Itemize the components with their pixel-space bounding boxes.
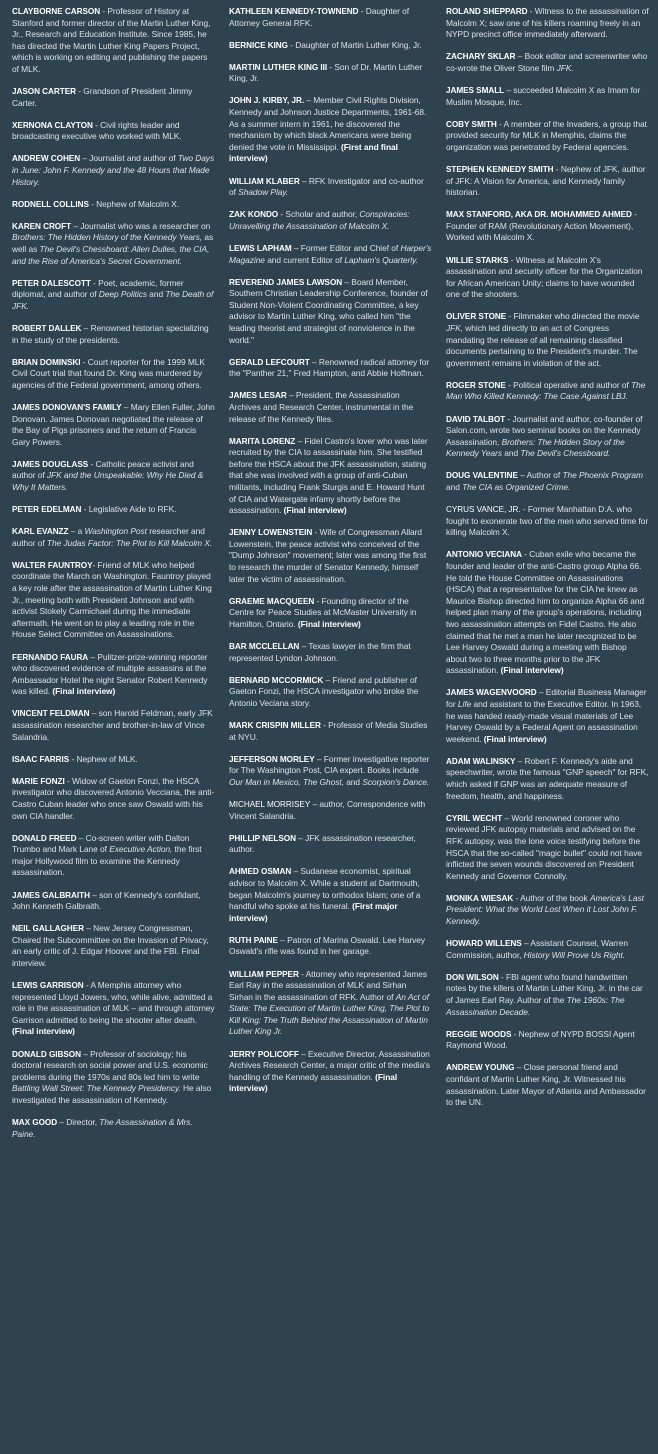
person-name: XERNONA CLAYTON: [12, 120, 93, 130]
person-name: JOHN J. KIRBY, JR.: [229, 96, 305, 106]
bio-text: – Texas lawyer in the firm that represented Lyndon Johnson.: [229, 641, 411, 663]
bio-text: – Robert F. Kennedy's aide and speechwriter, wrote the famous "GNP speech" for RFK, which asked if GNP was an adequate measure of freedom, health, and happiness.: [446, 755, 649, 801]
bio-text: - Widow of Gaeton Fonzi, the HSCA investigator who discovered Antonio Veccianа, the anti-Castro Cuban leader who once saw Oswald with his own CIA handler.: [12, 775, 215, 821]
bio-text: – Board Member, Southern Christian Leadership Conference, founder of Student Non-Violent Coordinating Committee, a key advisor to Martin Luther King, who called him "the leading theorist and strategist of nonviolence in the world.": [229, 276, 428, 345]
bio-text: – author, Correspondence with Vincent Salandria.: [229, 798, 426, 821]
bio-entry: [12, 754, 215, 766]
bio-text: – Co-screen writer with Dalton Trumbo and Mark Lane of: [12, 832, 190, 855]
bio-text: – New Jersey Congressman, Chaired the Subcommittee on the Invasion of Privacy, an early critic of J. Edgar Hoover and the FBI. Final interview.: [12, 923, 209, 968]
bio-text: – a: [68, 526, 85, 537]
work-title: The 1960s: The Assassination Decade.: [446, 994, 625, 1017]
bio-text: - Witness at Malcolm X's assassination and security officer for the Organization for African American Unity; claims to have wounded one of the shooters.: [446, 254, 643, 300]
interview-tag: (Final interview): [297, 618, 361, 629]
person-name: MONIKA WIESAK: [446, 893, 514, 903]
bio-entry: [12, 323, 215, 346]
bio-entry: [229, 799, 432, 822]
bio-entry: [12, 86, 215, 109]
work-title: Two Days in June: John F. Kennedy and the 48 Hours that Made History.: [12, 153, 215, 187]
bio-entry: [229, 833, 432, 856]
person-name: KARL EVANZZ: [12, 527, 69, 537]
bio-entry: [446, 119, 649, 154]
work-title: The Devil's Chessboard.: [520, 448, 611, 459]
bio-entry: [12, 923, 215, 969]
bio-text: the first major Hollywood film to examine the Kennedy assassination.: [12, 844, 202, 878]
bio-entry: [12, 1049, 215, 1107]
bio-text: - Founder of RAM (Revolutionary Action Movement), Worked with Malcolm X.: [446, 209, 637, 243]
person-name: JAMES SMALL: [446, 85, 505, 95]
bio-entry: [12, 278, 215, 313]
interview-tag: (Final interview): [283, 505, 347, 516]
person-name: GERALD LEFCOURT: [229, 357, 310, 367]
person-name: REVEREND JAMES LAWSON: [229, 277, 343, 287]
bio-entry: [229, 243, 432, 266]
person-name: MARTIN LUTHER KING III: [229, 62, 328, 72]
bio-entry: [446, 470, 649, 493]
person-name: BERNARD MCCORMICK: [229, 675, 324, 685]
bio-entry: [12, 120, 215, 143]
bio-entry: [446, 414, 649, 460]
bio-entry: [446, 255, 649, 301]
person-name: JAMES LESAR: [229, 391, 287, 401]
work-title: Harper's Magazine: [229, 242, 432, 265]
bio-text: – Sudanese economist, spiritual advisor to Malcolm X. While a student at Dartmouth, began Malcolm's journey to orthodox Islam; one of a handful who spoke at his funeral.: [229, 866, 421, 912]
person-name: JASON CARTER: [12, 87, 76, 97]
bio-text: - Grandson of President Jimmy Carter.: [12, 86, 193, 108]
bio-text: - Nephew of Malcolm X.: [88, 198, 179, 209]
interview-tag: (Final interview): [483, 733, 547, 744]
person-name: ANDREW YOUNG: [446, 1063, 515, 1073]
person-name: ROLAND SHEPPARD: [446, 7, 528, 16]
bio-text: - Legislative Aide to RFK.: [81, 504, 177, 515]
work-title: Washington Post: [84, 526, 147, 537]
person-name: ADAM WALINSKY: [446, 756, 516, 766]
bio-entry: [12, 357, 215, 392]
bio-entry: [12, 221, 215, 267]
person-name: ANTONIO VECIANA: [446, 550, 522, 560]
bio-text: - Court reporter for the 1999 MLK Civil Court trial that found Dr. King was murdered by agencies of the Federal government, among others.: [12, 356, 205, 390]
bio-entry: [12, 6, 215, 76]
bio-entry: [229, 675, 432, 710]
column-2: [229, 6, 432, 1454]
bio-text: – World renowned coroner who reviewed JFK autopsy materials and advised on the RFK autopsy, was the lone voice testifying before the HSCA that the so-called "magic bullet" could not have inflicted the seven wounds discovered on President Kennedy and Governor Connolly.: [446, 812, 643, 881]
person-name: ISAAC FARRIS: [12, 754, 70, 764]
person-name: NEIL GALLAGHER: [12, 924, 84, 934]
work-title: Executive Action,: [109, 844, 173, 855]
bio-text: - Professor of History at Stanford and former director of the Martin Luther King, Jr., Research and Education Institute. Since 1985, he has directed the Martin Luther King Papers Project, which is working on editing and publishing the papers of MLK.: [12, 6, 211, 74]
interview-tag: (First and final interview): [229, 141, 398, 164]
bio-text: – Professor of sociology; his doctoral research on social power and U.S. economic problems during the 1970s and 80s led him to write: [12, 1048, 208, 1082]
work-title: The Judas Factor: The Plot to Kill Malcolm X.: [46, 537, 213, 548]
work-title: Lapham's Quarterly.: [344, 254, 418, 265]
bio-entry: [229, 527, 432, 585]
bio-text: – Assistant Counsel, Warren Commission, author,: [446, 938, 628, 960]
person-name: CYRUS VANCE, JR.: [446, 505, 521, 515]
bio-text: and current Editor of: [264, 254, 345, 265]
person-name: BERNICE KING: [229, 40, 288, 50]
bio-entry: [229, 209, 432, 232]
work-title: Brothers: The Hidden Story of the Kennedy Years: [446, 436, 625, 459]
bio-entry: [446, 85, 649, 108]
person-name: DOUG VALENTINE: [446, 471, 518, 481]
bio-text: - Former Manhattan D.A. who fought to exonerate two of the men who served time for killing Malcolm X.: [446, 504, 649, 538]
person-name: CLAYBORNE CARSON: [12, 7, 101, 16]
person-name: JAMES GALBRAITH: [12, 890, 90, 900]
bio-text: – Fidel Castro's lover who was later recruited by the CIA to assassinate him. She testified before the HSCA about the JFK assassination, stating that she was involved with a group of anti-Cuban militants, including Frank Sturgis and E. Howard Hunt of CIA and Watergate infamy shortly before the assassination.: [229, 435, 428, 516]
work-title: The Phoenix Program: [562, 470, 643, 481]
person-name: JAMES DOUGLASS: [12, 459, 89, 469]
bio-entry: [229, 62, 432, 85]
bio-text: - Civil rights leader and broadcasting executive who worked with MLK.: [12, 119, 182, 142]
bio-text: – Journalist and author of: [80, 153, 178, 164]
bio-entry: [229, 6, 432, 29]
person-name: PETER DALESCOTT: [12, 278, 91, 288]
bio-text: - Witness to the assassination of Malcolm X; saw one of his killers roaming freely in an NYPD precinct office immediately afterward.: [446, 6, 649, 40]
person-name: MAX GOOD: [12, 1118, 58, 1128]
person-name: ANDREW COHEN: [12, 154, 81, 164]
work-title: Shadow Play.: [238, 187, 289, 198]
work-title: Life: [457, 699, 472, 709]
work-title: Deep Politics: [98, 289, 148, 300]
person-name: LEWIS GARRISON: [12, 981, 84, 991]
bio-entry: [446, 1062, 649, 1108]
bio-entry: [229, 95, 432, 165]
bio-entry: [229, 277, 432, 347]
bio-text: – Pulitzer-prize-winning reporter who discovered evidence of multiple assassins at the Ambassador Hotel the night Senator Robert Kennedy was killed.: [12, 651, 208, 697]
person-name: PETER EDELMAN: [12, 505, 82, 515]
person-name: WILLIAM KLABER: [229, 176, 300, 186]
bio-entry: [229, 390, 432, 425]
work-title: The Devil's Chessboard: Allen Dulles, the CIA, and the Rise of America's Secret Government.: [12, 244, 210, 266]
bio-text: - Poet, academic, former diplomat, and author of: [12, 277, 184, 300]
person-name: BRIAN DOMINSKI: [12, 357, 81, 367]
person-name: DON WILSON: [446, 972, 499, 982]
bio-text: - Friend of MLK who helped coordinate the March on Washington. Fauntroy played a key role after the assassination of Martin Luther King Jr., meeting both with President Johnson and with activist Stokely Carmichael during the immediate aftermath. He went on to play a leading role in the House Select Committee on Assassinations.: [12, 559, 212, 640]
bio-entry: [446, 549, 649, 677]
person-name: DAVID TALBOT: [446, 414, 506, 424]
person-name: AHMED OSMAN: [229, 867, 292, 877]
person-name: VINCENT FELDMAN: [12, 709, 90, 719]
person-name: STEPHEN KENNEDY SMITH: [446, 164, 554, 174]
bio-text: and: [147, 289, 166, 300]
bio-text: which led directly to an act of Congress mandating the release of all remaining classified documents pertaining to the President's murder. The government remains in violation of the act.: [446, 322, 638, 368]
bio-text: – President, the Assassination Archives and Research Center, instrumental in the release of the Kennedy files.: [229, 390, 414, 424]
person-name: ZAK KONDO: [229, 210, 279, 220]
bio-text: - Cuban exile who became the founder and leader of the anti-Castro group Alpha 66. He told the House Committee on Assassinations (HSCA) that a representative for the CIA he knew as Maurice Bishop directed him to organize Alpha 66 and helped plan many of the group's operations, including two assassination attempts on Fidel Castro. He also claimed that he met a man he later recognized to be Lee Harvey Oswald during a meeting with Bishop about two to three months prior to the JFK assassination.: [446, 549, 645, 676]
person-name: RODNELL COLLINS: [12, 199, 89, 209]
bio-text: - Author of the book: [513, 892, 590, 903]
work-title: The Death of JFK.: [12, 289, 214, 311]
bio-text: – Patron of Marina Oswald. Lee Harvey Oswald's rifle was found in her garage.: [229, 934, 425, 957]
bio-entry: [229, 720, 432, 743]
person-name: ROBERT DALLEK: [12, 323, 82, 333]
person-name: HOWARD WILLENS: [446, 939, 522, 949]
person-name: MAX STANFORD, AKA DR. MOHAMMED AHMED: [446, 210, 632, 220]
person-name: WILLIAM PEPPER: [229, 969, 299, 979]
bio-text: - Son of Dr. Martin Luther King, Jr.: [229, 61, 423, 84]
bio-text: - Daughter of Martin Luther King, Jr.: [288, 39, 422, 50]
person-name: KAREN CROFT: [12, 221, 72, 231]
work-title: Our Man in Mexico, The Ghost,: [229, 776, 344, 787]
work-title: History Will Prove Us Right.: [523, 949, 626, 960]
person-name: KATHLEEN KENNEDY-TOWNEND: [229, 7, 359, 16]
bio-entry: [12, 1117, 215, 1140]
bio-entry: [446, 687, 649, 745]
bio-entry: [12, 833, 215, 879]
bio-text: – Former investigative reporter for The Washington Post, CIA expert. Books include: [229, 753, 430, 776]
bio-entry: [12, 776, 215, 822]
interview-tag: (Final interview): [500, 665, 564, 676]
bio-text: and: [502, 448, 521, 459]
bio-entry: [229, 40, 432, 52]
person-name: RUTH PAINE: [229, 935, 278, 945]
bio-text: – Mary Ellen Fuller, John Donovan. James Donovan negotiated the release of the Bay of Pigs prisoners and the return of Francis Gary Powers.: [12, 401, 215, 447]
bio-text: – Member Civil Rights Division, Kennedy and Johnson Justice Departments, 1961-68. As a summer intern in 1961, he discovered the mechanism by which black Americans were being denied the vote in Mississippi.: [229, 95, 427, 152]
bio-text: – son of Kennedy's confidant, John Kenneth Galbraith.: [12, 889, 201, 912]
bio-entry: [446, 504, 649, 539]
bio-entry: [229, 754, 432, 789]
bio-text: - Nephew of NYPD BOSSI Agent Raymond Wood.: [446, 1028, 635, 1051]
bio-text: and assistant to the Executive Editor. In 1963, he was handed ready-made visual materials of Lee Harvey Oswald by a Federal Agent on assassination weekend.: [446, 699, 642, 744]
bio-text: – Former Editor and Chief of: [291, 242, 401, 253]
bio-entry: [446, 311, 649, 369]
bio-entry: [446, 209, 649, 244]
bio-entry: [446, 972, 649, 1018]
bio-entry: [446, 938, 649, 961]
column-1: [12, 6, 215, 1454]
bio-entry: [12, 504, 215, 516]
person-name: CYRIL WECHT: [446, 813, 503, 823]
work-title: Conspiracies: Unravelling the Assassination of Malcolm X.: [229, 209, 410, 231]
bio-text: – RFK Investigator and co-author of: [229, 175, 424, 198]
bio-text: and: [343, 776, 363, 787]
person-name: PHILLIP NELSON: [229, 833, 296, 843]
bio-entry: [12, 402, 215, 448]
person-name: OLIVER STONE: [446, 312, 507, 322]
person-name: JERRY POLICOFF: [229, 1049, 299, 1059]
bio-text: - Wife of Congressman Allard Lowenstein, the peace activist who conceived of the "Dump Johnson" movement; later was among the first to research the murder of Senator Kennedy, himself later the victim of assassination.: [229, 527, 427, 584]
bio-text: – Editorial Business Manager for: [446, 687, 647, 709]
bio-text: – Close personal friend and confidant of Martin Luther King, Jr. Witnessed his assassination. Later Mayor of Atlanta and Ambassador to the UN.: [446, 1062, 646, 1108]
bio-entry: [12, 980, 215, 1038]
bio-entry: [446, 164, 649, 199]
person-name: LEWIS LAPHAM: [229, 243, 292, 253]
work-title: JFK.: [556, 62, 574, 73]
bio-entry: [446, 813, 649, 883]
bio-entry: [12, 199, 215, 211]
person-name: ROGER STONE: [446, 380, 506, 390]
person-name: WILLIE STARKS: [446, 255, 509, 265]
bio-entry: [229, 866, 432, 924]
bio-text: He also investigated the assassination of Kennedy.: [12, 1083, 212, 1105]
bio-entry: [229, 596, 432, 631]
work-title: The Man Who Killed Kennedy: The Case Against LBJ.: [446, 379, 646, 402]
person-name: JAMES DONOVAN'S FAMILY: [12, 402, 122, 412]
bio-entry: [446, 893, 649, 928]
bio-text: – succeeded Malcolm X as Imam for Muslim Mosque, Inc.: [446, 84, 641, 107]
person-name: ZACHARY SKLAR: [446, 52, 516, 62]
bio-text: – JFK assassination researcher, author.: [229, 832, 416, 855]
bio-entry: [12, 153, 215, 188]
bio-text: – Executive Director, Assassination Archives Research Center, a major critic of the media's handling of the Kennedy assassination.: [229, 1048, 430, 1082]
work-title: An Act of State: The Execution of Martin Luther King, The Plot to Kill King: The Truth Behind the Assassination of Martin Luther King Jr.: [229, 991, 430, 1037]
bio-text: - A Memphis attorney who represented Lloyd Jowers, who, while alive, admitted a role in the assassination of MLK – and through attorney Garrison admitted to being the shooter after death.: [12, 980, 215, 1025]
bio-text: - Filmmaker who directed the movie: [506, 311, 640, 322]
person-name: MICHAEL MORRISEY: [229, 799, 311, 809]
interview-tag: (Final interview): [12, 1026, 75, 1037]
work-title: Battling Wall Street: The Kennedy Presidency.: [12, 1083, 181, 1094]
bio-text: - Nephew of MLK.: [69, 753, 138, 764]
person-name: JAMES WAGENVOORD: [446, 688, 537, 698]
person-name: WALTER FAUNTROY: [12, 560, 93, 570]
interview-tag: (Final interview): [229, 1071, 398, 1094]
bio-text: – Author of: [517, 470, 563, 481]
work-title: The Assassination & Mrs. Paine.: [12, 1117, 193, 1139]
bio-text: - A member of the Invaders, a group that provided security for MLK in Memphis, claims the organization was penetrated by Federal agencies.: [446, 118, 647, 152]
work-title: Scorpion's Dance.: [362, 776, 430, 787]
person-name: BAR MCCLELLAN: [229, 642, 300, 652]
bio-text: – son Harold Feldman, early JFK assassination researcher and brother-in-law of Vince Salandria.: [12, 708, 213, 742]
person-name: REGGIE WOODS: [446, 1029, 512, 1039]
person-name: JENNY LOWENSTEIN: [229, 528, 313, 538]
bio-entry: [446, 380, 649, 403]
bio-entry: [12, 459, 215, 494]
bio-entry: [446, 756, 649, 802]
bio-text: - Political operative and author of: [505, 379, 632, 390]
bio-text: - Founding director of the Centre for Peace Studies at McMaster University in Hamilton, Ontario.: [229, 595, 417, 629]
person-name: FERNANDO FAURA: [12, 652, 89, 662]
bio-text: – Book editor and screenwriter who co-wrote the Oliver Stone film: [446, 51, 648, 73]
interview-tag: (First major interview): [229, 901, 398, 923]
bio-entry: [229, 969, 432, 1039]
bio-text: – Renowned radical attorney for the "Panther 21," Fred Hampton, and Abbie Hoffman.: [229, 356, 430, 379]
bio-entry: [446, 1029, 649, 1052]
bio-text: – Friend and publisher of Gaeton Fonzi, the HSCA investigator who broke the Antonio Veciana story.: [229, 674, 419, 708]
bio-entry: [229, 935, 432, 958]
bio-text: - Professor of Media Studies at NYU.: [229, 720, 428, 742]
bio-text: - Nephew of JFK, author of JFK: A Vision for America, and Kennedy family historian.: [446, 163, 646, 198]
bio-entry: [446, 6, 649, 41]
person-name: DONALD GIBSON: [12, 1049, 81, 1059]
person-name: DONALD FREED: [12, 833, 77, 843]
bio-text: - Journalist and author, co-founder of Salon.com, wrote two seminal books on the Kennedy Assassination,: [446, 413, 643, 447]
person-name: MARITA LORENZ: [229, 436, 296, 446]
work-title: The CIA as Organized Crime.: [462, 482, 571, 492]
bio-entry: [12, 708, 215, 743]
work-title: JFK and the Unspeakable: Why He Died & Why It Matters.: [12, 470, 204, 492]
bio-text: - Daughter of Attorney General RFK.: [229, 6, 410, 28]
bio-entry: [229, 176, 432, 199]
person-name: GRAEME MACQUEEN: [229, 596, 315, 606]
work-title: America's Last President: What the World Lost When it Lost John F. Kennedy.: [446, 892, 644, 926]
bio-text: - Scholar and author,: [278, 209, 360, 220]
bio-text: - Catholic peace activist and author of: [12, 458, 194, 481]
bio-entry: [229, 357, 432, 380]
work-title: JFK,: [446, 322, 464, 333]
bio-text: – Journalist who was a researcher on: [71, 220, 211, 231]
person-name: MARIE FONZI: [12, 776, 65, 786]
interview-tag: (Final interview): [52, 686, 116, 697]
bio-entry: [12, 890, 215, 913]
bio-text: as well as: [12, 232, 214, 254]
person-name: COBY SMITH: [446, 119, 497, 129]
bio-text: - Attorney who represented James Earl Ray in the assassination of MLK and Sirhan Sirhan in the assassination of RFK. Author of: [229, 968, 428, 1002]
bio-entry: [12, 526, 215, 549]
bio-text: and: [446, 482, 463, 492]
bio-text: – Renowned historian specializing in the study of the presidents.: [12, 322, 209, 345]
bio-entry: [446, 51, 649, 74]
bio-entry: [229, 1049, 432, 1095]
bio-entry: [229, 436, 432, 517]
bio-text: researcher and author of: [12, 526, 205, 548]
column-3: [446, 6, 649, 1454]
bio-entry: [229, 641, 432, 664]
person-name: JEFFERSON MORLEY: [229, 754, 315, 764]
person-name: MARK CRISPIN MILLER: [229, 721, 321, 730]
work-title: Brothers: The Hidden History of the Kennedy Years,: [12, 232, 203, 243]
bio-entry: [12, 560, 215, 641]
bio-entry: [12, 652, 215, 698]
bio-text: - FBI agent who found handwritten notes by the killers of Martin Luther King, Jr. in the car of James Earl Ray. Author of the: [446, 971, 643, 1005]
bio-text: – Director,: [57, 1117, 100, 1128]
